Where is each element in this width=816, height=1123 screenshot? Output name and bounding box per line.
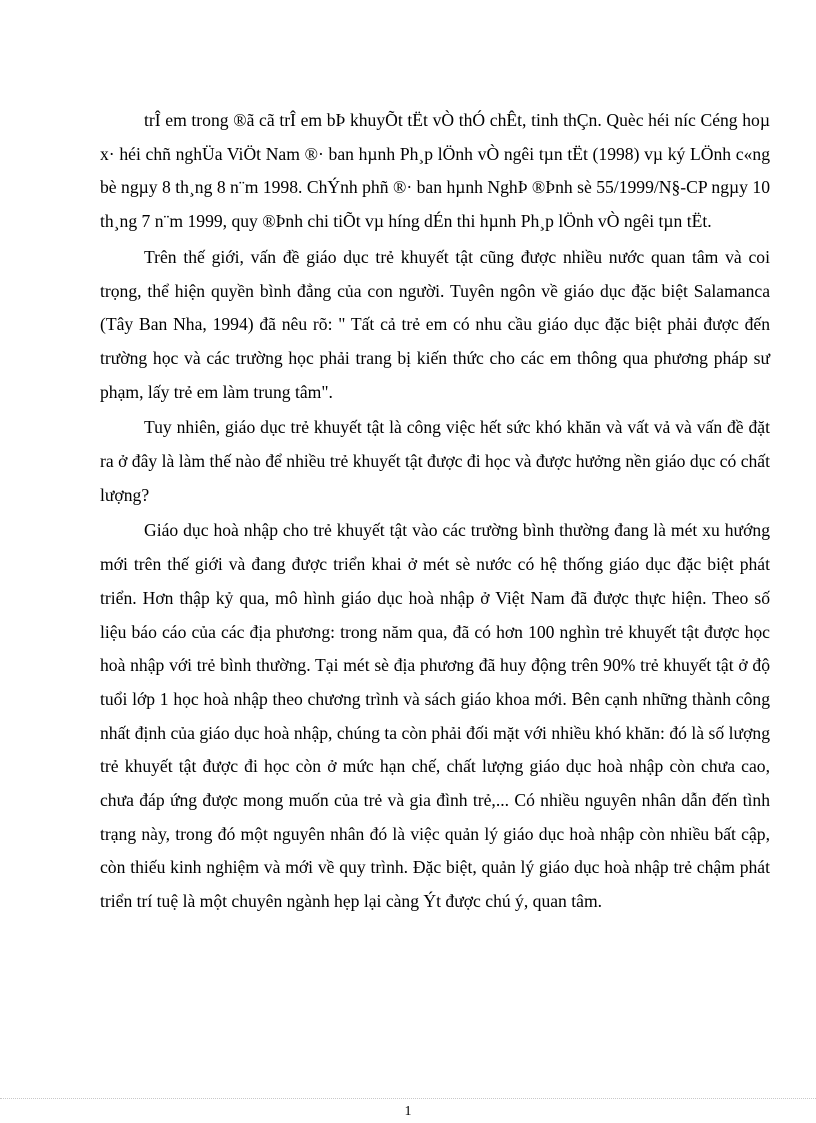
footer-divider	[0, 1098, 816, 1099]
document-body	[100, 104, 770, 919]
paragraph-challenge: Tuy nhiên, giáo dục trẻ khuyết tật là công việc hết sức khó khăn và vất vả và vấn đề đặt ra ở đây là làm thế nào để nhiều trẻ khuyết tật được đi học và được hưởng nền giáo dục có chất lượng?	[100, 417, 770, 505]
page-number: 1	[404, 1104, 412, 1119]
paragraph-inclusive-education: Giáo dục hoà nhập cho trẻ khuyết tật vào các trường bình thường đang là mét xu hướng mới trên thế giới và đang được triển khai ở mét sè nước có hệ thống giáo dục đặc biệt phát triển. Hơn thập kỷ qua, mô hình giáo dục hoà nhập ở Việt Nam đã được thực hiện. Theo số liệu báo cáo của các địa phương: trong năm qua, đã có hơn 100 nghìn trẻ khuyết tật được học hoà nhập với trẻ bình thường. Tại mét sè địa phương đã huy động trên 90% trẻ khuyết tật ở độ tuổi lớp 1 học hoà nhập theo chương trình và sách giáo khoa mới. Bên cạnh những thành công nhất định của giáo dục hoà nhập, chúng ta còn phải đối mặt với nhiều khó khăn: đó là số lượng trẻ khuyết tật được đi học còn ở mức hạn chế, chất lượng giáo dục hoà nhập còn chưa cao, chưa đáp ứng được mong muốn của trẻ và gia đình trẻ,... Có nhiều nguyên nhân dẫn đến tình trạng này, trong đó một nguyên nhân đó là việc quản lý giáo dục hoà nhập còn nhiều bất cập, còn thiếu kinh nghiệm và mới về quy trình. Đặc biệt, quản lý giáo dục hoà nhập trẻ chậm phát triển trí tuệ là một chuyên ngành hẹp lại càng Ýt được chú ý, quan tâm.	[100, 520, 770, 912]
paragraph-legal-framework: trÎ em trong ®ã cã trÎ em bÞ khuyÕt tËt vÒ thÓ chÊt, tinh thÇn. Quèc héi níc Céng hoµ x· héi chñ nghÜa ViÖt Nam ®· ban hµnh Ph¸p lÖnh vÒ ngêi tµn tËt (1998) vµ ký LÖnh c«ng bè ngµy 8 th¸ng 8 n¨m 1998. ChÝnh phñ ®· ban hµnh NghÞ ®Þnh sè 55/1999/N§-CP ngµy 10 th¸ng 7 n¨m 1999, quy ®Þnh chi tiÕt vµ híng dÉn thi hµnh Ph¸p lÖnh vÒ ngêi tµn tËt.	[100, 110, 770, 232]
paragraph-international-context: Trên thế giới, vấn đề giáo dục trẻ khuyết tật cũng được nhiều nước quan tâm và coi trọng, thể hiện quyền bình đẳng của con người. Tuyên ngôn về giáo dục đặc biệt Salamanca (Tây Ban Nha, 1994) đã nêu rõ: " Tất cả trẻ em có nhu cầu giáo dục đặc biệt phải được đến trường học và các trường học phải trang bị kiến thức cho các em thông qua phương pháp sư phạm, lấy trẻ em làm trung tâm".	[100, 246, 770, 402]
